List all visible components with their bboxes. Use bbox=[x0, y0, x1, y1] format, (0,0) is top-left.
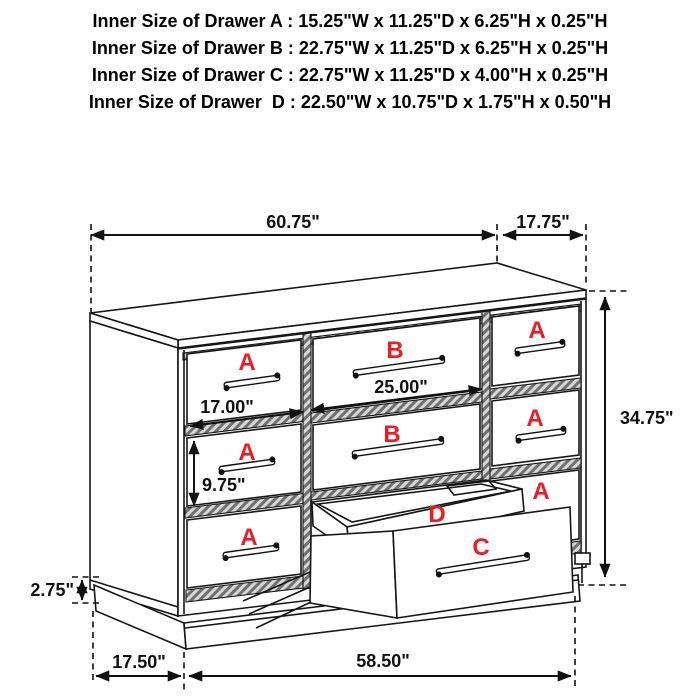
label-drawer-b-1: B bbox=[386, 337, 404, 364]
spec-line-drawer-a: Inner Size of Drawer A : 15.25"W x 11.25"D x 6.25"H x 0.25"H bbox=[92, 11, 608, 31]
label-drawer-b-2: B bbox=[383, 421, 401, 448]
dim-base-depth: 17.50" bbox=[112, 652, 166, 672]
label-drawer-c: C bbox=[472, 534, 490, 561]
dim-top-width: 60.75" bbox=[266, 212, 320, 232]
label-drawer-a-left-3: A bbox=[240, 524, 258, 551]
dim-drawer-a-width: 17.00" bbox=[200, 397, 254, 417]
dim-top-depth: 17.75" bbox=[516, 212, 570, 232]
spec-line-drawer-c: Inner Size of Drawer C : 22.75"W x 11.25"D x 4.00"H x 0.25"H bbox=[91, 65, 609, 85]
label-drawer-a-left-1: A bbox=[238, 349, 256, 376]
dim-drawer-a-height: 9.75" bbox=[202, 475, 246, 495]
drawer-c-side-panel bbox=[310, 531, 397, 618]
dim-drawer-b-width: 25.00" bbox=[374, 377, 428, 397]
spec-line-drawer-b: Inner Size of Drawer B : 22.75"W x 11.25"D x 6.25"H x 0.25"H bbox=[91, 38, 609, 58]
dresser-drawing bbox=[90, 263, 590, 649]
dim-total-height: 34.75" bbox=[620, 408, 674, 428]
dim-base-width: 58.50" bbox=[356, 651, 410, 671]
left-side-panel bbox=[90, 321, 178, 616]
label-drawer-a-right-2: A bbox=[526, 405, 544, 432]
label-drawer-d: D bbox=[428, 501, 446, 528]
spec-line-drawer-d: Inner Size of Drawer D : 22.50"W x 10.75"D x 1.75"H x 0.50"H bbox=[88, 92, 612, 112]
label-drawer-a-right-3: A bbox=[532, 478, 550, 505]
label-drawer-a-left-2: A bbox=[238, 439, 256, 466]
label-drawer-a-right-1: A bbox=[528, 317, 546, 344]
column-divider-left bbox=[303, 333, 311, 589]
dim-base-height: 2.75" bbox=[30, 580, 74, 600]
